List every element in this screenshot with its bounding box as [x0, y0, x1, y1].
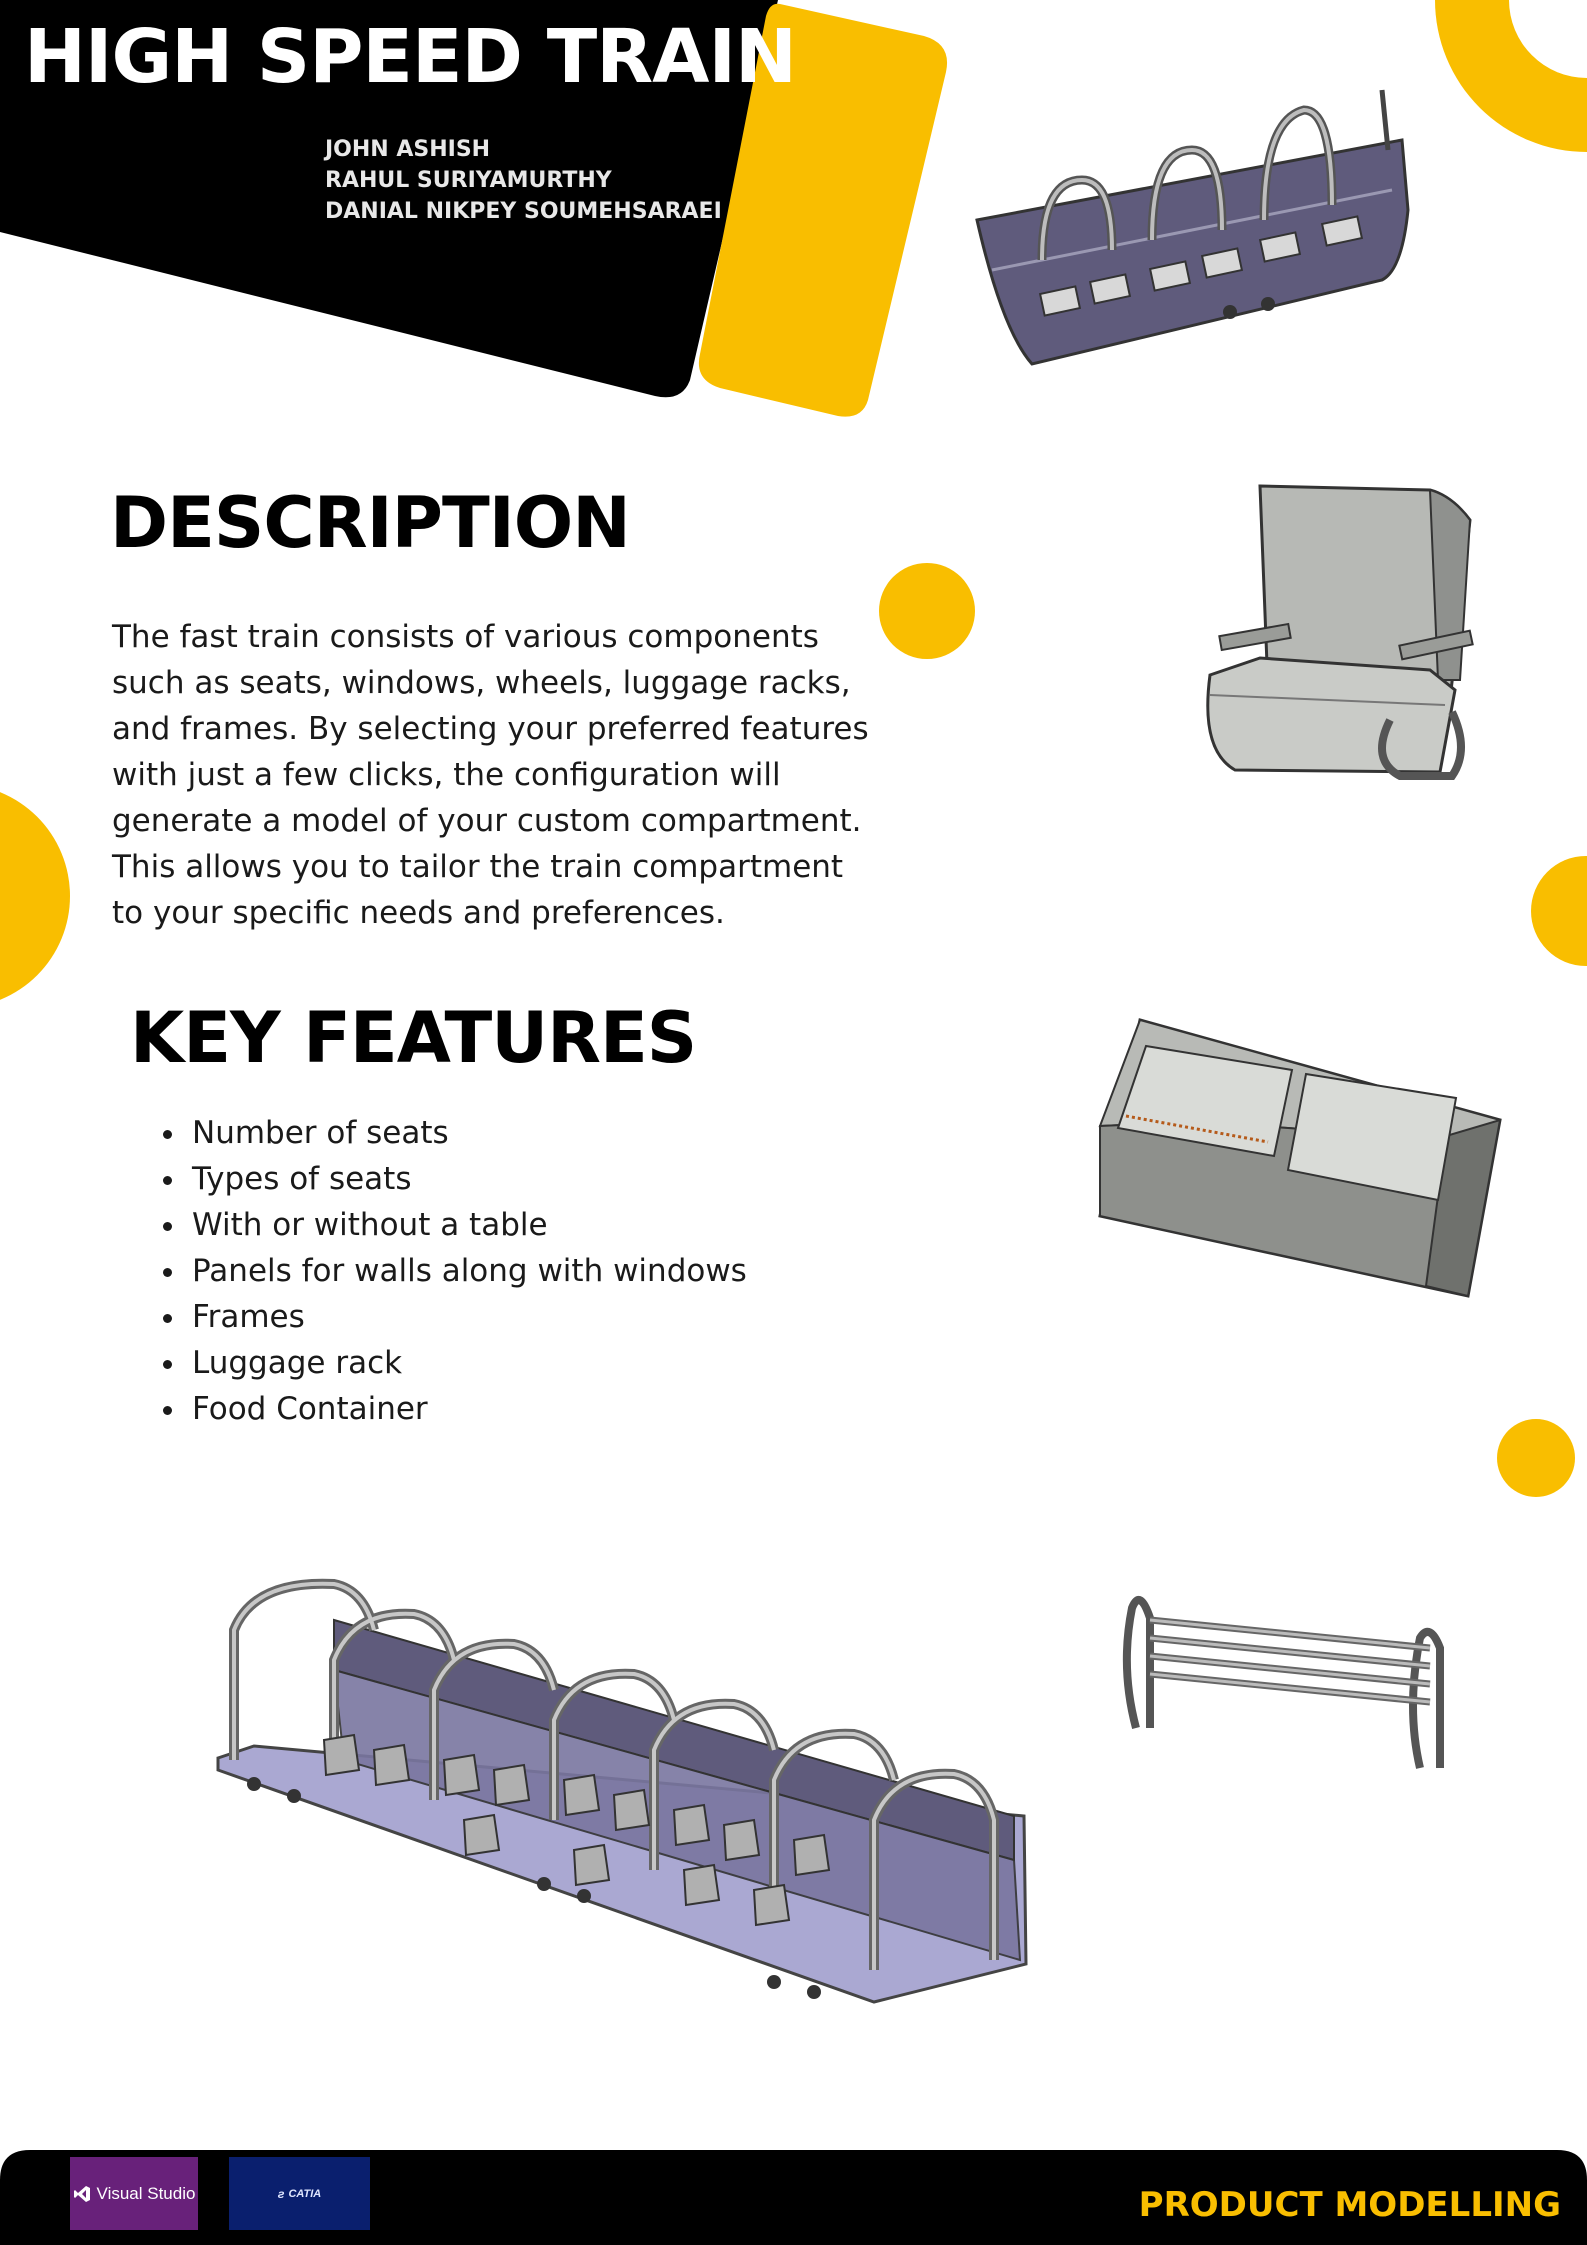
- full-compartment-model-image: [214, 1570, 1030, 2010]
- visual-studio-logo: [70, 2157, 198, 2230]
- visual-studio-label: Visual Studio: [96, 2183, 196, 2203]
- footer-label: PRODUCT MODELLING: [1138, 2185, 1561, 2225]
- yellow-halfcircle-right: [1530, 855, 1587, 967]
- seat-model-image: [1190, 480, 1480, 785]
- feature-item: • Food Container: [188, 1386, 747, 1432]
- compartment-section-model-image: [972, 80, 1412, 370]
- yellow-dot-decoration-2: [1496, 1418, 1576, 1498]
- catia-mark-icon: ƨ: [277, 2186, 285, 2201]
- feature-item: • With or without a table: [188, 1202, 747, 1248]
- feature-item: • Luggage rack: [188, 1340, 747, 1386]
- yellow-ring-decoration: [1420, 0, 1587, 162]
- yellow-dot-decoration: [878, 562, 976, 660]
- feature-item: • Types of seats: [188, 1156, 747, 1202]
- page-title: HIGH SPEED TRAIN: [24, 14, 796, 100]
- feature-item: • Frames: [188, 1294, 747, 1340]
- author-list: [325, 134, 722, 227]
- luggage-rack-model-image: [1110, 1588, 1460, 1778]
- features-heading: KEY FEATURES: [130, 997, 697, 1079]
- visual-studio-icon: [73, 2185, 91, 2203]
- author-name: DANIAL NIKPEY SOUMEHSARAEI: [325, 199, 722, 224]
- feature-item: • Panels for walls along with windows: [188, 1248, 747, 1294]
- feature-item: • Number of seats: [188, 1110, 747, 1156]
- catia-label: CATIA: [288, 2187, 322, 2200]
- description-text: The fast train consists of various components such as seats, windows, wheels, luggage racks, and frames. By selecting your preferred features with just a few clicks, the configuration will generate a model of your custom compartment. This allows you to tailor the train compartment to your specific needs and preferences.: [112, 619, 869, 931]
- yellow-halfcircle-left: [0, 778, 72, 1014]
- features-list: [148, 1110, 747, 1432]
- description-heading: DESCRIPTION: [110, 482, 630, 564]
- author-name: JOHN ASHISH: [325, 137, 491, 162]
- author-name: RAHUL SURIYAMURTHY: [325, 168, 612, 193]
- catia-logo: [229, 2157, 370, 2230]
- food-container-model-image: [1096, 1016, 1506, 1306]
